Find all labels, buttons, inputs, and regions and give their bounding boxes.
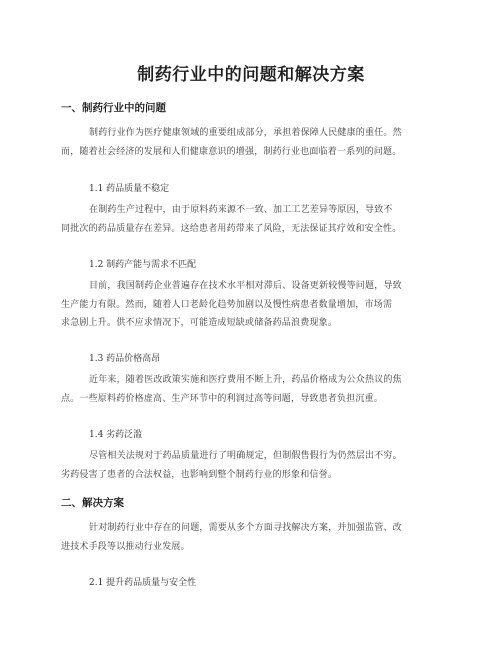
paragraph <box>61 277 441 333</box>
text-line: 求急剧上升。供不应求情况下，可能造成短缺或储备药品浪费现象。 <box>61 318 338 328</box>
section-heading: 一、制药行业中的问题 <box>61 102 166 114</box>
text-line: 制药行业作为医疗健康领域的重要组成部分，承担着保障人民健康的重任。然 <box>89 128 402 138</box>
paragraph <box>61 371 441 408</box>
text-line: 同批次的药品质量存在差异。这给患者用药带来了风险，无法保证其疗效和安全性。 <box>61 223 402 234</box>
text-line: 在制药生产过程中，由于原料药来源不一致、加工工艺差异等原因，导致不 <box>89 205 393 215</box>
subsection-heading: 1.2 制药产能与需求不匹配 <box>89 260 197 270</box>
text-line: 近年来，随着医改政策实施和医疗费用不断上升，药品价格成为公众热议的焦 <box>89 375 402 385</box>
subsection-heading: 1.4 劣药泛滥 <box>89 430 143 440</box>
section-intro <box>61 124 441 161</box>
text-line: 针对制药行业中存在的问题，需要从多个方面寻找解决方案，并加强监管、改 <box>89 523 402 533</box>
text-line: 生产能力有限。然而，随着人口老龄化趋势加剧以及慢性病患者数量增加，市场需 <box>61 299 393 310</box>
subsection-heading: 2.1 提升药品质量与安全性 <box>89 578 197 588</box>
paragraph <box>61 447 441 484</box>
text-line: 进技术手段等以推动行业发展。 <box>61 541 190 552</box>
section-intro <box>61 519 441 556</box>
text-line: 而，随着社会经济的发展和人们健康意识的增强，制药行业也面临着一系列的问题。 <box>61 146 402 157</box>
paragraph <box>61 201 441 238</box>
text-line: 尽管相关法规对于药品质量进行了明确规定，但制假售假行为仍然层出不穷。 <box>89 451 402 461</box>
text-line: 点。一些原料药价格虚高、生产环节中的利润过高等问题，导致患者负担沉重。 <box>61 393 384 404</box>
subsection-heading: 1.3 药品价格高昂 <box>89 354 161 364</box>
text-line: 目前，我国制药企业普遍存在技术水平相对滞后、设备更新较慢等问题，导致 <box>89 281 402 291</box>
text-line: 劣药侵害了患者的合法权益，也影响到整个制药行业的形象和信誉。 <box>61 469 338 480</box>
subsection-heading: 1.1 药品质量不稳定 <box>89 184 170 194</box>
section-heading: 二、解决方案 <box>61 497 124 509</box>
document-title: 制药行业中的问题和解决方案 <box>137 65 365 85</box>
